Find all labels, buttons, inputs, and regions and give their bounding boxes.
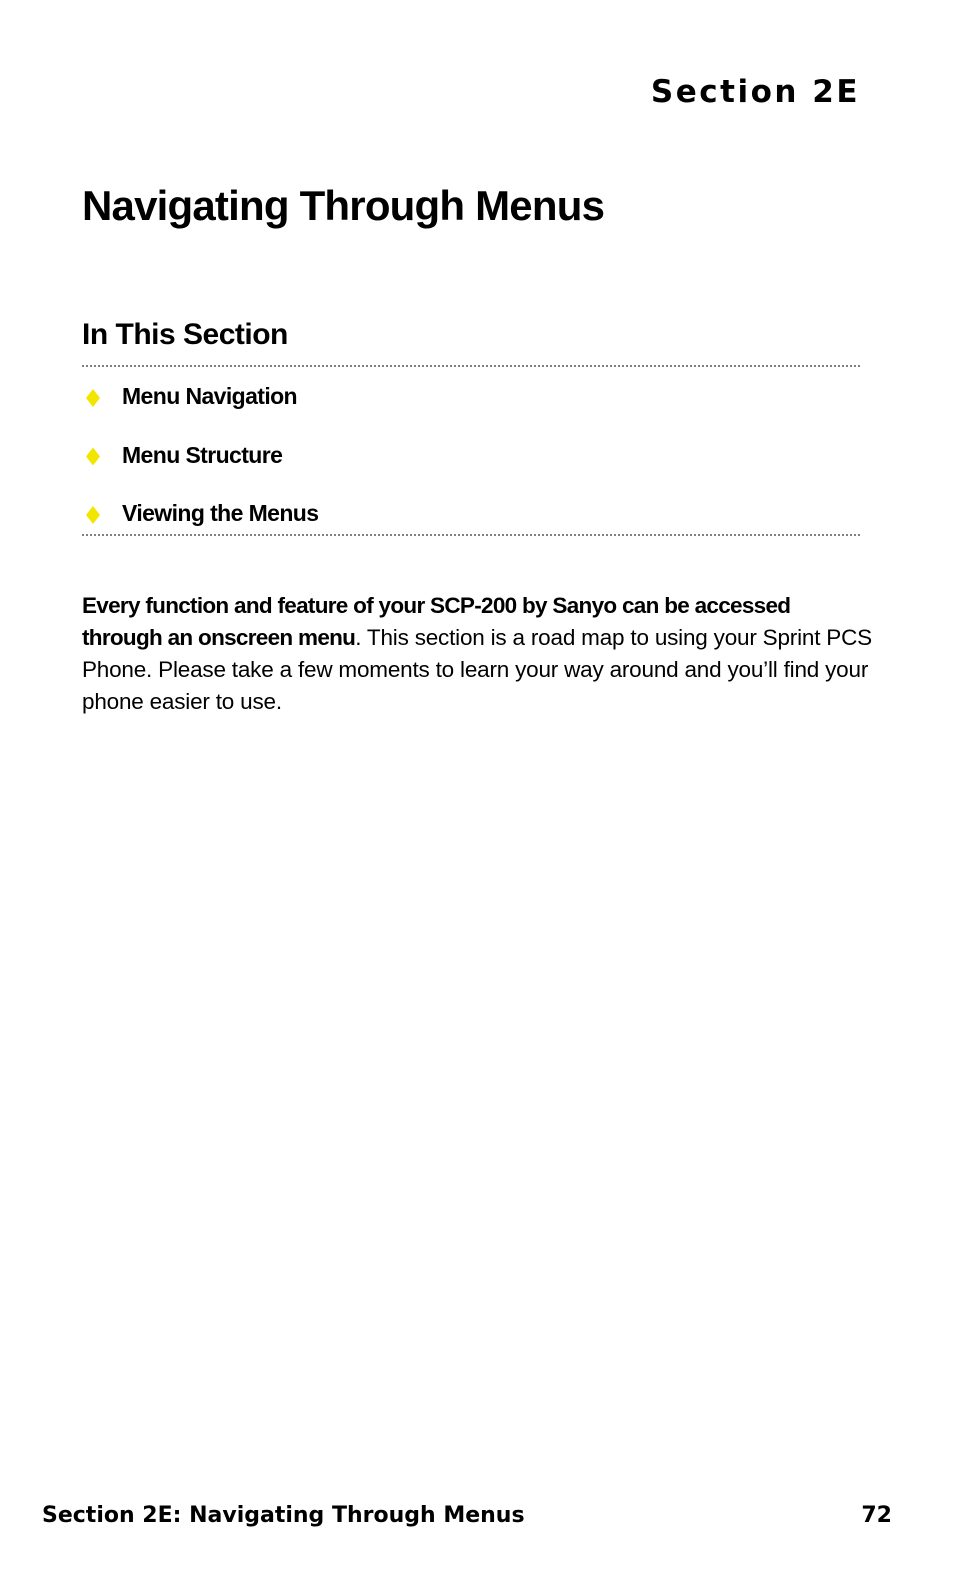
diamond-bullet-icon xyxy=(86,389,100,407)
intro-paragraph xyxy=(82,590,872,718)
list-item[interactable] xyxy=(82,437,860,496)
footer-page-number: 72 xyxy=(861,1503,892,1528)
list-item[interactable] xyxy=(82,378,860,437)
intro-bold-text: Every function and feature of your SCP-200 by Sanyo can be accessed through an onscreen menu xyxy=(82,593,791,650)
dotted-divider-bottom xyxy=(82,534,860,536)
diamond-bullet-icon xyxy=(86,448,100,466)
in-this-section-heading: In This Section xyxy=(82,318,288,351)
intro-body-text: . This section is a road map to using your Sprint PCS Phone. Please take a few moments to learn your way around and you’ll find your phone easier to use. xyxy=(82,625,872,714)
section-contents-list xyxy=(82,378,860,554)
diamond-bullet-icon xyxy=(86,506,100,524)
section-label: Section 2E xyxy=(650,74,860,110)
toc-item-label: Menu Structure xyxy=(122,441,283,468)
footer-section-title: Section 2E: Navigating Through Menus xyxy=(42,1503,525,1528)
page-title: Navigating Through Menus xyxy=(82,182,605,229)
list-item[interactable] xyxy=(82,495,860,554)
toc-item-label: Menu Navigation xyxy=(122,383,298,409)
toc-item-label: Viewing the Menus xyxy=(122,500,319,526)
dotted-divider-top xyxy=(82,365,860,367)
